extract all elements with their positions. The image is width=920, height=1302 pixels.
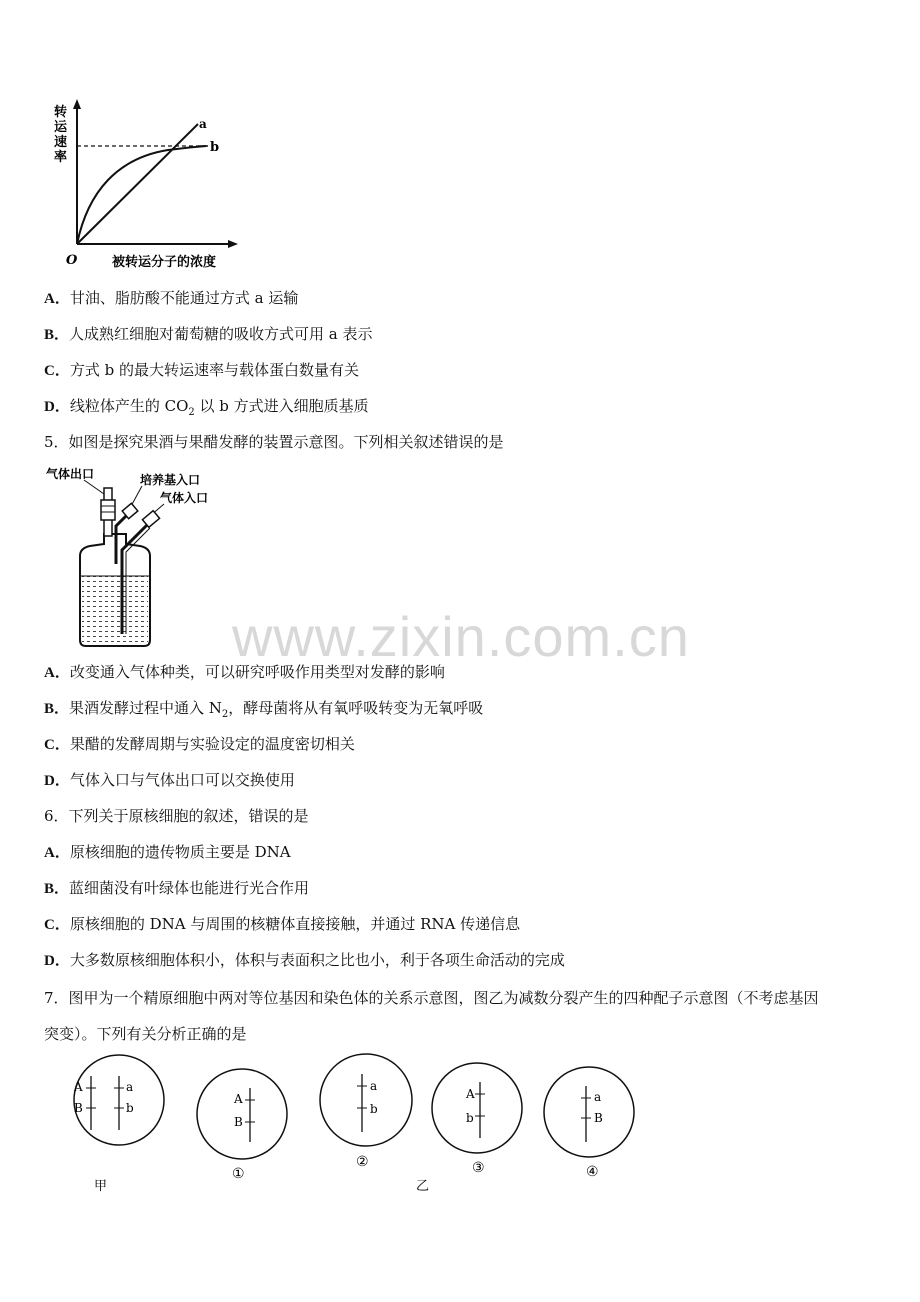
subscript: 2 xyxy=(221,709,229,720)
gamete-number: ③ xyxy=(472,1160,485,1176)
y-axis-arrow xyxy=(73,99,81,109)
gene-label: b xyxy=(126,1101,134,1115)
option-text: 原核细胞的遗传物质主要是 DNA xyxy=(69,843,291,861)
q6-stem: 6．下列关于原核细胞的叙述，错误的是 xyxy=(44,807,309,825)
curve-a xyxy=(77,124,198,244)
option-text: 方式 b 的最大转运速率与载体蛋白数量有关 xyxy=(69,361,359,379)
q4-option-b xyxy=(44,324,373,345)
curve-b xyxy=(77,146,206,244)
q5-stem: 5．如图是探究果酒与果醋发酵的装置示意图。下列相关叙述错误的是 xyxy=(44,433,504,451)
q7-stem-line1: 7．图甲为一个精原细胞中两对等位基因和染色体的关系示意图，图乙为减数分裂产生的四种配子示意图（不考虑基因 xyxy=(44,989,819,1007)
option-letter: D． xyxy=(44,773,70,789)
gene-label: B xyxy=(74,1101,83,1115)
q5-option-a xyxy=(44,662,445,683)
gene-label: B xyxy=(594,1111,603,1125)
option-letter: C． xyxy=(44,737,70,753)
option-letter: A． xyxy=(44,845,70,861)
option-letter: D． xyxy=(44,399,70,415)
q4-option-c xyxy=(44,360,359,381)
q6-option-b xyxy=(44,878,309,899)
q4-option-a xyxy=(44,288,298,309)
option-letter: B． xyxy=(44,701,70,717)
option-text: ，酵母菌将从有氧呼吸转变为无氧呼吸 xyxy=(228,699,484,717)
origin-label: O xyxy=(66,253,78,268)
leader-line xyxy=(84,480,104,494)
q6-option-c xyxy=(44,914,520,935)
q7-stem-line2: 突变）。下列有关分析正确的是 xyxy=(44,1025,247,1043)
ylabel-char: 速 xyxy=(54,135,68,150)
medium-inlet-label: 培养基入口 xyxy=(140,473,201,487)
gene-label: B xyxy=(234,1115,243,1129)
gene-label: A xyxy=(74,1080,83,1094)
q6-option-d xyxy=(44,950,565,971)
option-text: 原核细胞的 DNA 与周围的核糖体直接接触，并通过 RNA 传递信息 xyxy=(69,915,521,933)
option-letter: B． xyxy=(44,327,70,343)
xlabel: 被转运分子的浓度 xyxy=(112,255,217,270)
gene-label: b xyxy=(466,1111,474,1125)
option-letter: C． xyxy=(44,917,70,933)
curve-a-label: a xyxy=(199,117,207,131)
curve-b-label: b xyxy=(210,140,220,155)
option-text: 人成熟红细胞对葡萄糖的吸收方式可用 a 表示 xyxy=(69,325,373,343)
q5-option-c xyxy=(44,734,355,755)
gamete-number: ② xyxy=(356,1154,369,1170)
gene-label: a xyxy=(594,1090,602,1104)
q5-option-b xyxy=(44,698,483,725)
option-text: 改变通入气体种类，可以研究呼吸作用类型对发酵的影响 xyxy=(69,663,445,681)
option-text: 气体入口与气体出口可以交换使用 xyxy=(69,771,295,789)
gene-label: A xyxy=(466,1087,475,1101)
option-letter: C． xyxy=(44,363,70,379)
option-text: 大多数原核细胞体积小，体积与表面积之比也小，利于各项生命活动的完成 xyxy=(69,951,565,969)
gamete-cell xyxy=(320,1054,412,1146)
option-text: 果醋的发酵周期与实验设定的温度密切相关 xyxy=(69,735,355,753)
gas-outlet-label: 气体出口 xyxy=(46,467,95,481)
watermark: www.zixin.com.cn xyxy=(232,605,690,668)
q6-option-a xyxy=(44,842,291,863)
gamete-number: ① xyxy=(232,1166,245,1182)
gene-chromosome-figure xyxy=(44,1052,654,1198)
gamete-cell xyxy=(544,1067,634,1157)
gamete-cell xyxy=(432,1063,522,1153)
option-text: 果酒发酵过程中通入 N xyxy=(69,699,222,717)
label-jia: 甲 xyxy=(94,1179,108,1194)
tube-clamp xyxy=(101,500,115,520)
ylabel-char: 转 xyxy=(54,105,68,120)
fermentation-apparatus-figure xyxy=(44,464,244,650)
gas-inlet-label: 气体入口 xyxy=(160,491,209,505)
gene-label: a xyxy=(126,1080,134,1094)
subscript: 2 xyxy=(188,407,195,418)
ylabel-char: 率 xyxy=(54,150,68,165)
option-text: 线粒体产生的 CO xyxy=(69,397,189,415)
option-letter: A． xyxy=(44,665,70,681)
option-text: 甘油、脂肪酸不能通过方式 a 运输 xyxy=(69,289,299,307)
q4-option-d xyxy=(44,396,369,423)
x-axis-arrow xyxy=(228,240,238,248)
gene-label: a xyxy=(370,1079,378,1093)
culture-liquid xyxy=(82,576,148,644)
option-letter: A． xyxy=(44,291,70,307)
gene-label: b xyxy=(370,1102,378,1116)
q5-option-d xyxy=(44,770,295,791)
gamete-number: ④ xyxy=(586,1164,599,1180)
gamete-cell xyxy=(197,1069,287,1159)
gene-label: A xyxy=(234,1092,243,1106)
ylabel-char: 运 xyxy=(54,120,68,135)
option-text: 蓝细菌没有叶绿体也能进行光合作用 xyxy=(69,879,310,897)
label-yi: 乙 xyxy=(416,1179,430,1194)
option-letter: B． xyxy=(44,881,70,897)
tube-clamp xyxy=(142,511,159,528)
transport-rate-graph xyxy=(48,96,248,274)
option-text: 以 b 方式进入细胞质基质 xyxy=(194,397,369,415)
option-letter: D． xyxy=(44,953,70,969)
